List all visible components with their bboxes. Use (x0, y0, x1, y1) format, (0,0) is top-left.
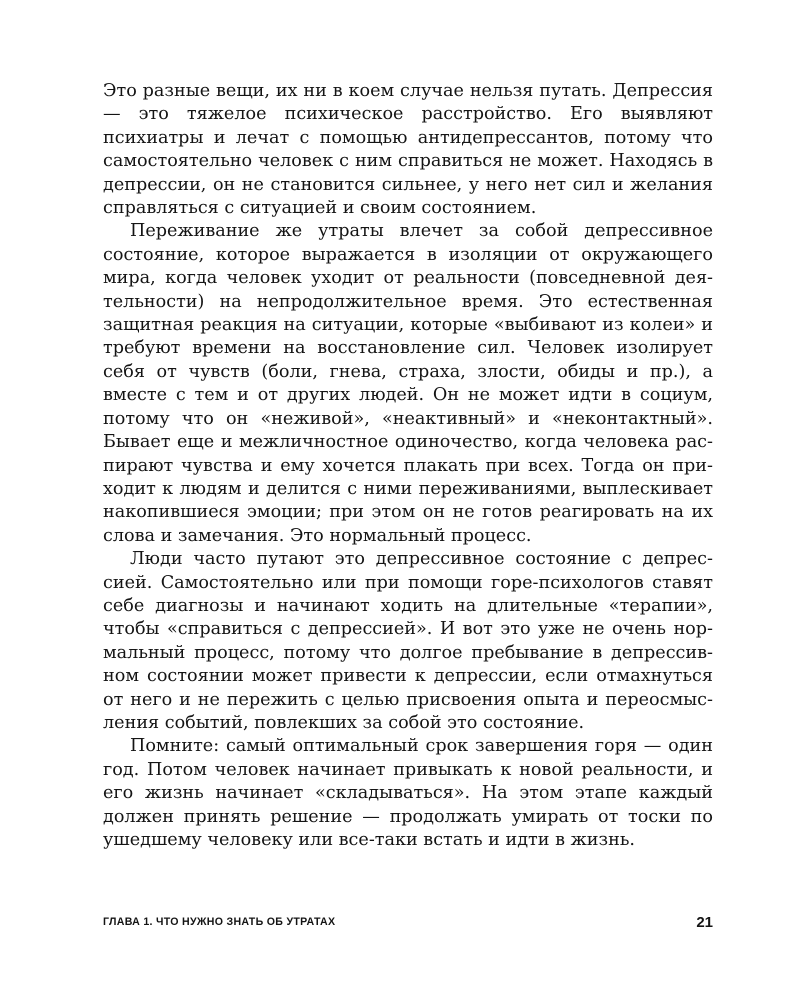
body-text (103, 80, 713, 852)
running-footer-title: ГЛАВА 1. ЧТО НУЖНО ЗНАТЬ ОБ УТРАТАХ (103, 916, 336, 928)
paragraph-2: Переживание же утраты влечет за собой депрессивное состояние, которое выражается в изоляции от окружающего мира, когда человек уходит от реальности (повседневной деятельности) на непродолжительное время. Это естественная защитная реакция на ситуации, которые «выбивают из колеи» и требуют времени на восстановление сил. Человек изолирует себя от чувств (боли, гнева, страха, злости, обиды и пр.), а вместе с тем и от других людей. Он не может идти в социум, потому что он «неживой», «неактивный» и «неконтактный». Бывает еще и межличностное одиночество, когда человека распирают чувства и ему хочется плакать при всех. Тогда он приходит к людям и делится с ними переживаниями, выплескивает накопившиеся эмоции; при этом он не готов реагировать на их слова и замечания. Это нормальный процесс. (103, 221, 713, 546)
paragraph-3: Люди часто путают это депрессивное состояние с депрессией. Самостоятельно или при помощи горе-психологов ставят себе диагнозы и начинают ходить на длительные «терапии», чтобы «справиться с депрессией». И вот это уже не очень нормальный процесс, потому что долгое пребывание в депрессивном состоянии может привести к депрессии, если отмахнуться от него и не пережить с целью присвоения опыта и переосмысления событий, повлекших за собой это состояние. (103, 549, 713, 733)
page-footer (103, 912, 713, 932)
page-number: 21 (696, 913, 713, 931)
paragraph-1: Это разные вещи, их ни в коем случае нельзя путать. Депрессия — это тяжелое психическое расстройство. Его выявляют психиатры и лечат с помощью антидепрессантов, потому что самостоятельно человек с ним справиться не может. Находясь в депрессии, он не становится сильнее, у него нет сил и желания справляться с ситуацией и своим состоянием. (103, 81, 713, 219)
paragraph-4: Помните: самый оптимальный срок завершения горя — один год. Потом человек начинает привыкать к новой реальности, и его жизнь начинает «складываться». На этом этапе каждый должен принять решение — продолжать умирать от тоски по ушедшему человеку или все-таки встать и идти в жизнь. (103, 736, 713, 850)
